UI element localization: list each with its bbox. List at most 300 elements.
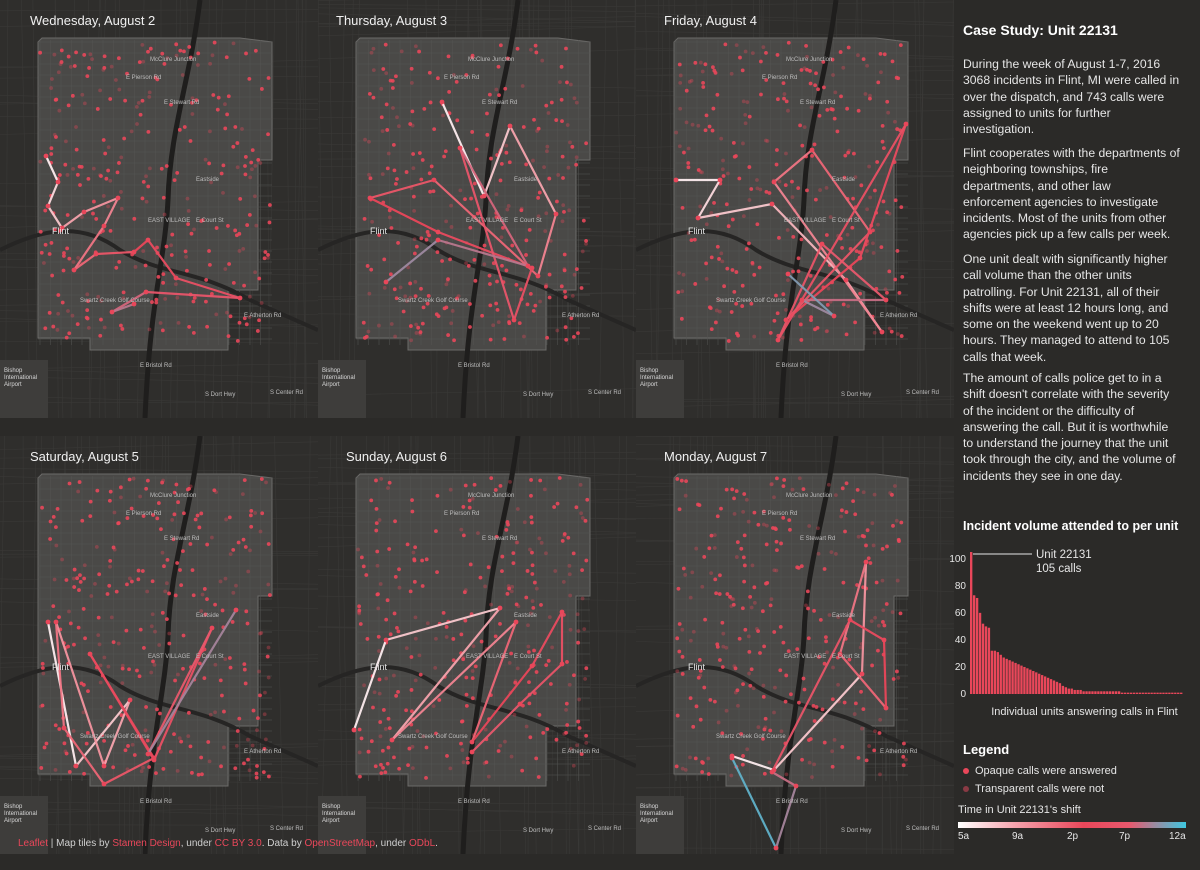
incident-dot bbox=[678, 507, 682, 511]
incident-dot bbox=[378, 678, 382, 682]
incident-dot bbox=[410, 655, 414, 659]
incident-dot bbox=[743, 564, 747, 568]
incident-dot bbox=[114, 78, 118, 82]
incident-dot bbox=[462, 533, 466, 537]
incident-dot bbox=[267, 76, 271, 80]
incident-dot bbox=[393, 287, 397, 291]
incident-dot bbox=[382, 708, 386, 712]
incident-dot bbox=[255, 776, 259, 780]
incident-dot bbox=[428, 71, 432, 75]
unit-bar bbox=[1000, 655, 1002, 694]
incident-dot bbox=[536, 196, 540, 200]
incident-dot bbox=[98, 643, 102, 647]
incident-dot bbox=[452, 338, 456, 342]
incident-dot bbox=[739, 547, 743, 551]
incident-dot bbox=[772, 711, 776, 715]
incident-dot bbox=[900, 334, 904, 338]
stamen-link[interactable]: Stamen Design bbox=[112, 838, 181, 849]
incident-dot bbox=[841, 66, 845, 70]
incident-dot bbox=[484, 728, 488, 732]
incident-dot bbox=[824, 635, 828, 639]
incident-dot bbox=[153, 663, 157, 667]
incident-dot bbox=[242, 284, 246, 288]
incident-dot bbox=[211, 93, 215, 97]
incident-dot bbox=[205, 543, 209, 547]
incident-dot bbox=[256, 716, 260, 720]
incident-dot bbox=[693, 238, 697, 242]
incident-dot bbox=[65, 578, 69, 582]
incident-dot bbox=[689, 639, 693, 643]
incident-dot bbox=[231, 548, 235, 552]
osm-link[interactable]: OpenStreetMap bbox=[304, 838, 376, 849]
incident-dot bbox=[176, 500, 180, 504]
incident-dot bbox=[468, 302, 472, 306]
incident-dot bbox=[148, 90, 152, 94]
incident-dot bbox=[95, 545, 99, 549]
incident-dot bbox=[187, 45, 191, 49]
incident-dot bbox=[83, 101, 87, 105]
answered-call-dot bbox=[46, 204, 51, 209]
incident-dot bbox=[764, 139, 768, 143]
incident-dot bbox=[488, 303, 492, 307]
answered-call-dot bbox=[868, 230, 873, 235]
case-study-title: Case Study: Unit 22131 bbox=[963, 22, 1118, 38]
incident-dot bbox=[381, 67, 385, 71]
incident-dot bbox=[76, 490, 80, 494]
incident-dot bbox=[741, 754, 745, 758]
incident-dot bbox=[798, 476, 802, 480]
incident-dot bbox=[119, 155, 123, 159]
incident-dot bbox=[141, 99, 145, 103]
incident-dot bbox=[112, 640, 116, 644]
incident-dot bbox=[384, 618, 388, 622]
incident-dot bbox=[581, 250, 585, 254]
map-panel-saturday[interactable] bbox=[0, 436, 318, 854]
map-label-flint: Flint bbox=[52, 226, 70, 236]
incident-dot bbox=[254, 49, 258, 53]
incident-dot bbox=[62, 254, 66, 258]
incident-dot bbox=[683, 573, 687, 577]
incident-dot bbox=[382, 257, 386, 261]
incident-dot bbox=[378, 518, 382, 522]
unit-bar bbox=[1177, 693, 1179, 694]
incident-dot bbox=[882, 624, 886, 628]
incident-dot bbox=[776, 53, 780, 57]
incident-dot bbox=[163, 589, 167, 593]
unit-bar bbox=[1103, 691, 1105, 694]
incident-dot bbox=[789, 692, 793, 696]
incident-dot bbox=[85, 292, 89, 296]
incident-dot bbox=[776, 97, 780, 101]
incident-dot bbox=[384, 71, 388, 75]
y-tick-label: 60 bbox=[954, 607, 966, 619]
incident-dot bbox=[90, 57, 94, 61]
shift-gradient-bar bbox=[958, 822, 1186, 828]
incident-dot bbox=[722, 284, 726, 288]
incident-dot bbox=[117, 161, 121, 165]
incident-dot bbox=[108, 565, 112, 569]
answered-call-dot bbox=[560, 610, 565, 615]
incident-dot bbox=[370, 51, 374, 55]
incident-dot bbox=[563, 253, 567, 257]
incident-dot bbox=[861, 707, 865, 711]
incident-dot bbox=[720, 621, 724, 625]
incident-dot bbox=[196, 51, 200, 55]
incident-dot bbox=[260, 511, 264, 515]
incident-dot bbox=[233, 766, 237, 770]
incident-dot bbox=[119, 190, 123, 194]
incident-dot bbox=[172, 732, 176, 736]
answered-call-dot bbox=[390, 738, 395, 743]
incident-dot bbox=[524, 596, 528, 600]
incident-dot bbox=[791, 195, 795, 199]
incident-dot bbox=[59, 62, 63, 66]
incident-dot bbox=[460, 748, 464, 752]
incident-dot bbox=[581, 597, 585, 601]
incident-dot bbox=[542, 165, 546, 169]
incident-dot bbox=[367, 140, 371, 144]
incident-dot bbox=[560, 119, 564, 123]
incident-dot bbox=[260, 301, 264, 305]
incident-dot bbox=[170, 518, 174, 522]
incident-dot bbox=[144, 174, 148, 178]
incident-dot bbox=[146, 185, 150, 189]
incident-dot bbox=[57, 615, 61, 619]
map-label-airport: Bishop International Airport bbox=[322, 804, 356, 824]
incident-dot bbox=[504, 151, 508, 155]
incident-dot bbox=[508, 661, 512, 665]
incident-dot bbox=[411, 166, 415, 170]
incident-dot bbox=[96, 107, 100, 111]
answered-call-dot bbox=[238, 296, 243, 301]
odbl-link[interactable]: ODbL bbox=[409, 838, 436, 849]
unit-bar bbox=[1094, 691, 1096, 694]
incident-dot bbox=[410, 688, 414, 692]
answered-call-dot bbox=[718, 178, 723, 183]
incident-dot bbox=[480, 640, 484, 644]
incident-dot bbox=[574, 505, 578, 509]
incident-dot bbox=[182, 50, 186, 54]
incident-dot bbox=[725, 202, 729, 206]
incident-dot bbox=[405, 646, 409, 650]
incident-dot bbox=[67, 610, 71, 614]
incident-dot bbox=[384, 677, 388, 681]
incident-dot bbox=[379, 477, 383, 481]
incident-dot bbox=[406, 763, 410, 767]
incident-dot bbox=[896, 676, 900, 680]
incident-dot bbox=[462, 760, 466, 764]
incident-dot bbox=[573, 96, 577, 100]
incident-dot bbox=[742, 214, 746, 218]
incident-dot bbox=[852, 152, 856, 156]
incident-dot bbox=[881, 608, 885, 612]
map-label-east-village: EAST VILLAGE bbox=[784, 654, 827, 660]
incident-dot bbox=[394, 182, 398, 186]
incident-dot bbox=[895, 519, 899, 523]
incident-dot bbox=[174, 42, 178, 46]
incident-dot bbox=[364, 573, 368, 577]
incident-dot bbox=[436, 250, 440, 254]
map-panel-friday[interactable] bbox=[636, 0, 954, 418]
incident-dot bbox=[572, 335, 576, 339]
incident-dot bbox=[461, 657, 465, 661]
leaflet-link[interactable]: Leaflet bbox=[18, 838, 49, 849]
incident-dot bbox=[383, 770, 387, 774]
incident-dot bbox=[568, 564, 572, 568]
incident-dot bbox=[381, 129, 385, 133]
answered-call-dot bbox=[770, 202, 775, 207]
incident-dot bbox=[803, 66, 807, 70]
incident-dot bbox=[690, 570, 694, 574]
incident-dot bbox=[743, 533, 747, 537]
incident-dot bbox=[451, 637, 455, 641]
incident-dot bbox=[748, 595, 752, 599]
paragraph-intro: During the week of August 1-7, 2016 3068 incidents in Flint, MI were called in over the dispatch, and 743 calls were assigned to units for further investigation. bbox=[963, 57, 1180, 137]
incident-dot bbox=[694, 547, 698, 551]
incident-dot bbox=[98, 334, 102, 338]
incident-dot bbox=[575, 155, 579, 159]
incident-dot bbox=[395, 626, 399, 630]
incident-dot bbox=[64, 749, 68, 753]
incident-dot bbox=[39, 766, 43, 770]
answered-call-dot bbox=[88, 652, 93, 657]
incident-dot bbox=[264, 481, 268, 485]
incident-dot bbox=[92, 167, 96, 171]
incident-dot bbox=[199, 756, 203, 760]
incident-dot bbox=[752, 686, 756, 690]
incident-dot bbox=[206, 740, 210, 744]
incident-dot bbox=[495, 88, 499, 92]
incident-dot bbox=[870, 619, 874, 623]
answered-call-dot bbox=[74, 764, 79, 769]
incident-dot bbox=[448, 766, 452, 770]
map-panel-monday[interactable] bbox=[636, 436, 954, 854]
incident-dot bbox=[391, 86, 395, 90]
incident-dot bbox=[165, 581, 169, 585]
map-label-e-atherton: E Atherton Rd bbox=[562, 313, 600, 319]
incident-dot bbox=[512, 561, 516, 565]
incident-dot bbox=[409, 589, 413, 593]
incident-dot bbox=[231, 620, 235, 624]
incident-dot bbox=[425, 746, 429, 750]
incident-dot bbox=[555, 738, 559, 742]
incident-dot bbox=[245, 223, 249, 227]
incident-dot bbox=[196, 514, 200, 518]
incident-dot bbox=[865, 249, 869, 253]
incident-dot bbox=[845, 481, 849, 485]
incident-dot bbox=[816, 87, 820, 91]
incident-dot bbox=[88, 514, 92, 518]
incident-dot bbox=[109, 705, 113, 709]
incident-dot bbox=[372, 96, 376, 100]
incident-dot bbox=[779, 625, 783, 629]
incident-dot bbox=[736, 540, 740, 544]
incident-dot bbox=[39, 230, 43, 234]
incident-dot bbox=[119, 324, 123, 328]
incident-dot bbox=[857, 535, 861, 539]
incident-dot bbox=[138, 495, 142, 499]
legend-title: Legend bbox=[963, 742, 1010, 757]
incident-dot bbox=[71, 167, 75, 171]
incident-dot bbox=[141, 60, 145, 64]
incident-dot bbox=[715, 93, 719, 97]
incident-dot bbox=[569, 628, 573, 632]
incident-dot bbox=[859, 183, 863, 187]
incident-dot bbox=[749, 187, 753, 191]
incident-dot bbox=[885, 291, 889, 295]
ccby-link[interactable]: CC BY 3.0 bbox=[214, 838, 262, 849]
incident-dot bbox=[432, 189, 436, 193]
incident-dot bbox=[771, 526, 775, 530]
y-tick-label: 80 bbox=[954, 580, 966, 592]
incident-dot bbox=[527, 680, 531, 684]
incident-dot bbox=[418, 151, 422, 155]
incident-dot bbox=[901, 755, 905, 759]
incident-dot bbox=[510, 589, 514, 593]
unit-bar bbox=[1127, 693, 1129, 694]
incident-dot bbox=[421, 584, 425, 588]
incident-dot bbox=[54, 768, 58, 772]
incident-dot bbox=[741, 763, 745, 767]
incident-dot bbox=[745, 100, 749, 104]
incident-dot bbox=[893, 120, 897, 124]
incident-dot bbox=[839, 50, 843, 54]
incident-dot bbox=[735, 43, 739, 47]
incident-dot bbox=[702, 686, 706, 690]
incident-dot bbox=[419, 178, 423, 182]
legend-answered-label: Opaque calls were answered bbox=[975, 765, 1117, 777]
unit-bar bbox=[1079, 690, 1081, 694]
incident-dot bbox=[116, 170, 120, 174]
incident-dot bbox=[755, 186, 759, 190]
incident-dot bbox=[712, 201, 716, 205]
incident-dot bbox=[570, 145, 574, 149]
incident-dot bbox=[813, 83, 817, 87]
incident-dot bbox=[680, 289, 684, 293]
incident-dot bbox=[191, 568, 195, 572]
incident-dot bbox=[532, 309, 536, 313]
incident-dot bbox=[485, 760, 489, 764]
incident-dot bbox=[162, 564, 166, 568]
incident-dot bbox=[379, 87, 383, 91]
incident-dot bbox=[549, 682, 553, 686]
map-label-airport: Bishop International Airport bbox=[640, 804, 674, 824]
incident-dot bbox=[585, 498, 589, 502]
incident-dot bbox=[232, 41, 236, 45]
incident-dot bbox=[194, 518, 198, 522]
incident-dot bbox=[263, 250, 267, 254]
incident-dot bbox=[56, 328, 60, 332]
incident-dot bbox=[772, 630, 776, 634]
incident-dot bbox=[190, 232, 194, 236]
incident-dot bbox=[472, 644, 476, 648]
incident-dot bbox=[734, 270, 738, 274]
map-panel-thursday[interactable] bbox=[318, 0, 636, 418]
incident-dot bbox=[467, 264, 471, 268]
incident-dot bbox=[109, 490, 113, 494]
incident-dot bbox=[241, 247, 245, 251]
incident-dot bbox=[853, 512, 857, 516]
incident-dot bbox=[705, 222, 709, 226]
incident-dot bbox=[807, 738, 811, 742]
annotation-calls: 105 calls bbox=[1036, 563, 1082, 575]
incident-dot bbox=[473, 258, 477, 262]
incident-dot bbox=[825, 233, 829, 237]
panel-title: Monday, August 7 bbox=[664, 449, 768, 464]
incident-dot bbox=[370, 220, 374, 224]
incident-dot bbox=[65, 246, 69, 250]
incident-dot bbox=[445, 754, 449, 758]
incident-dot bbox=[106, 205, 110, 209]
incident-dot bbox=[847, 46, 851, 50]
incident-dot bbox=[521, 84, 525, 88]
incident-dot bbox=[873, 189, 877, 193]
incident-dot bbox=[494, 634, 498, 638]
incident-dot bbox=[709, 571, 713, 575]
incident-dot bbox=[842, 581, 846, 585]
incident-dot bbox=[253, 270, 257, 274]
map-panel-sunday[interactable] bbox=[318, 436, 636, 854]
incident-dot bbox=[410, 510, 414, 514]
incident-dot bbox=[751, 261, 755, 265]
incident-dot bbox=[687, 165, 691, 169]
incident-dot bbox=[376, 592, 380, 596]
map-label-e-bristol: E Bristol Rd bbox=[458, 799, 490, 805]
incident-dot bbox=[235, 141, 239, 145]
incident-dot bbox=[568, 594, 572, 598]
incident-dot bbox=[360, 555, 364, 559]
incident-dot bbox=[556, 502, 560, 506]
incident-dot bbox=[504, 144, 508, 148]
incident-dot bbox=[538, 479, 542, 483]
incident-dot bbox=[763, 772, 767, 776]
incident-dot bbox=[686, 161, 690, 165]
incident-dot bbox=[244, 155, 248, 159]
incident-dot bbox=[242, 761, 246, 765]
answered-call-dot bbox=[102, 224, 107, 229]
incident-dot bbox=[681, 767, 685, 771]
incident-dot bbox=[762, 644, 766, 648]
incident-dot bbox=[151, 612, 155, 616]
incident-dot bbox=[91, 212, 95, 216]
unit-bar bbox=[1026, 668, 1028, 694]
incident-dot bbox=[741, 68, 745, 72]
incident-dot bbox=[74, 50, 78, 54]
incident-dot bbox=[748, 684, 752, 688]
incident-dot bbox=[778, 180, 782, 184]
unanswered-dot-icon bbox=[963, 786, 969, 792]
map-panel-wednesday[interactable] bbox=[0, 0, 318, 418]
incident-dot bbox=[386, 486, 390, 490]
incident-dot bbox=[374, 529, 378, 533]
incident-dot bbox=[161, 328, 165, 332]
incident-dot bbox=[534, 51, 538, 55]
incident-dot bbox=[224, 518, 228, 522]
map-label-flint: Flint bbox=[370, 226, 388, 236]
incident-dot bbox=[387, 152, 391, 156]
incident-dot bbox=[813, 719, 817, 723]
incident-dot bbox=[785, 772, 789, 776]
incident-dot bbox=[251, 148, 255, 152]
answered-call-dot bbox=[174, 276, 179, 281]
answered-call-dot bbox=[512, 318, 517, 323]
incident-dot bbox=[88, 52, 92, 56]
incident-dot bbox=[363, 138, 367, 142]
incident-dot bbox=[497, 93, 501, 97]
incident-dot bbox=[410, 67, 414, 71]
incident-dot bbox=[89, 594, 93, 598]
incident-dot bbox=[184, 255, 188, 259]
